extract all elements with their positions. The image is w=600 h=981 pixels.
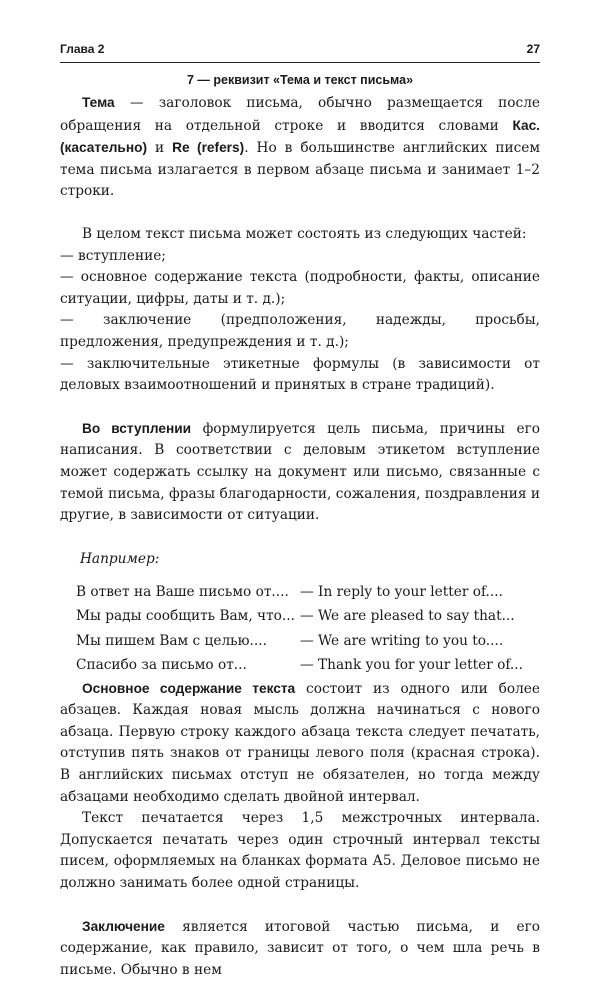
term-kas: Кас. (касательно)	[60, 117, 540, 156]
running-header	[60, 42, 540, 60]
paragraph-main	[60, 678, 540, 809]
parts-item: — основное содержание текста (подробности, факты, описание ситуации, цифры, даты и т. д.);	[60, 269, 540, 307]
example-ru: Мы пишем Вам с целью....	[76, 632, 267, 649]
section-title: 7 — реквизит «Тема и текст письма»	[186, 73, 414, 87]
term-subject: Тема	[82, 95, 115, 110]
paragraph-text: состоит из одного или более абзацев. Каждая новая мысль должна начинаться с нового абзаца. Первую строку каждого абзаца текста следует печатать, отступив пять знаков от границы левого поля (красная строка). В английских письмах отступ не обязателен, но тогда между абзацами необходимо сделать двойной интервал.	[60, 680, 540, 805]
example-row	[60, 604, 540, 629]
example-en: — We are pleased to say that...	[300, 608, 515, 625]
paragraph-text: — заголовок письма, обычно размещается после обращения на отдельной строке и вводится словами	[60, 95, 540, 134]
spacer	[60, 570, 540, 580]
spacer	[60, 397, 540, 418]
example-row	[60, 629, 540, 654]
example-label: Например:	[80, 550, 160, 567]
header-rule	[60, 62, 540, 63]
parts-item: — вступление;	[60, 247, 166, 264]
paragraph-text: и	[147, 140, 173, 157]
paragraph-subject	[60, 92, 540, 203]
parts-item: — заключительные этикетные формулы (в зависимости от деловых взаимоотношений и принятых в стране традиций).	[60, 355, 540, 394]
spacer	[60, 203, 540, 224]
parts-intro: В целом текст письма может состоять из следующих частей:	[82, 225, 527, 242]
spacer	[60, 895, 540, 916]
paragraph-intro	[60, 418, 540, 527]
example-row	[60, 653, 540, 678]
paragraph-text: является итоговой частью письма, и его содержание, как правило, зависит от того, о чем шла речь в письме. Обычно в нем	[60, 918, 540, 978]
page-body	[60, 70, 540, 981]
paragraph-conclusion	[60, 916, 540, 981]
paragraph-print: Текст печатается через 1,5 межстрочных интервала. Допускается печатать через один строчный интервал тексты писем, оформляемых на бланках формата А5. Деловое письмо не должно занимать более одной страницы.	[60, 810, 540, 892]
term-main: Основное содержание текста	[82, 680, 296, 696]
term-intro: Во вступлении	[82, 420, 192, 436]
example-en: — In reply to your letter of....	[300, 583, 503, 600]
example-en: — Thank you for your letter of...	[300, 657, 523, 674]
term-conclusion: Заключение	[82, 918, 165, 934]
example-ru: Спасибо за письмо от...	[76, 657, 247, 674]
chapter-label: Глава 2	[60, 42, 105, 56]
example-en: — We are writing to you to....	[300, 632, 504, 649]
spacer	[60, 527, 540, 548]
example-ru: Мы рады сообщить Вам, что...	[76, 608, 295, 625]
paragraph-text: формулируется цель письма, причины его написания. В соответствии с деловым этикетом вступление может содержать ссылку на документ или письмо, связанные с темой письма, фразы благодарности, сожаления, поздравления и другие, в зависимости от ситуации.	[60, 420, 540, 524]
parts-item: — заключение (предположения, надежды, просьбы, предложения, предупреждения и т. д.);	[60, 312, 540, 350]
page-number: 27	[526, 42, 540, 56]
example-ru: В ответ на Ваше письмо от....	[76, 583, 289, 600]
example-row	[60, 580, 540, 605]
paragraph-text: . Но в большинстве английских писем тема письма излагается в первом абзаце письма и занимает 1–2 строки.	[60, 140, 541, 200]
term-re: Re (refers)	[172, 140, 245, 156]
